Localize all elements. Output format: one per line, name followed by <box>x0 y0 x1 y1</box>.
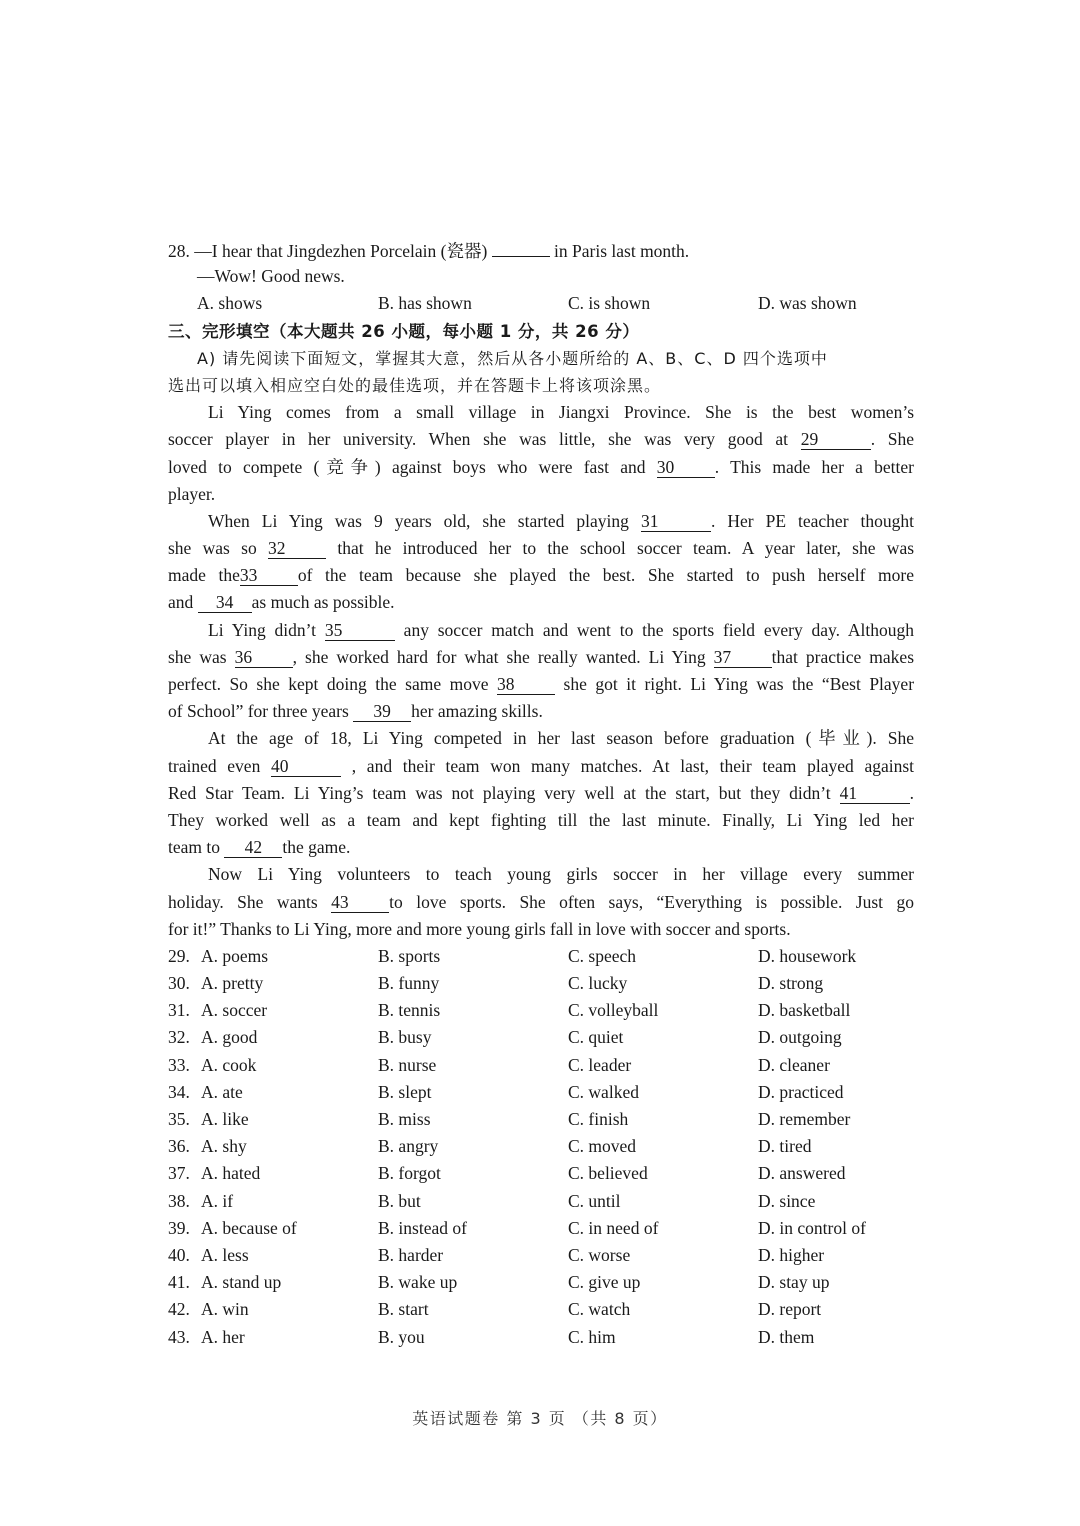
choice-c: C. leader <box>568 1054 632 1075</box>
choice-a: A. if <box>201 1190 234 1211</box>
choice-b: B. wake up <box>378 1272 458 1293</box>
section-instruction-2: 选出可以填入相应空白处的最佳选项，并在答题卡上将该项涂黑。 <box>168 375 662 395</box>
choice-d: D. basketball <box>758 1000 851 1021</box>
choice-row: 36. A. shy B. angry C. moved D. tired <box>168 1133 914 1160</box>
choice-row: 33. A. cook B. nurse C. leader D. cleaner <box>168 1052 914 1079</box>
p2-line4: and 34 as much as possible. <box>168 592 395 613</box>
blank-35: 35 <box>325 620 395 641</box>
choice-b: B. forgot <box>378 1163 441 1184</box>
p4-line3: Red Star Team. Li Ying’s team was not playing very well at the start, but they didn’t 41 . <box>168 782 914 803</box>
blank-33: 33 <box>240 565 298 586</box>
choice-c: C. believed <box>568 1163 648 1184</box>
choice-a: A. because of <box>201 1217 297 1238</box>
blank-42: 42 <box>224 837 282 858</box>
choice-b: B. funny <box>378 973 440 994</box>
choice-a: A. soccer <box>201 1000 268 1021</box>
section-heading: 三、完形填空（本大题共 26 小题，每小题 1 分，共 26 分） <box>168 321 640 341</box>
blank-29: 29 <box>801 429 871 450</box>
choice-d: D. housework <box>758 945 857 966</box>
q28-option-a: A. shows <box>197 293 263 314</box>
p4-line1: At the age of 18, Li Ying competed in her last season before graduation (毕业). She <box>208 728 914 749</box>
p3-line3: perfect. So she kept doing the same move 38 she got it right. Li Ying was the “Best Player <box>168 674 914 694</box>
p3-line4: of School” for three years 39 her amazing skills. <box>168 701 543 722</box>
q28-option-b: B. has shown <box>378 293 472 314</box>
choice-d: D. cleaner <box>758 1054 830 1075</box>
q28-option-c: C. is shown <box>568 293 651 314</box>
choice-row: 32. A. good B. busy C. quiet D. outgoing <box>168 1024 914 1051</box>
choice-c: C. volleyball <box>568 1000 659 1021</box>
q28-options <box>168 290 914 317</box>
choice-b: B. nurse <box>378 1054 437 1075</box>
choice-row: 30. A. pretty B. funny C. lucky D. strong <box>168 970 914 997</box>
blank-40: 40 <box>271 756 341 777</box>
choice-c: C. lucky <box>568 973 628 994</box>
choice-a: A. shy <box>201 1136 247 1157</box>
p2-line3: made the33 of the team because she played the best. She started to push herself more <box>168 565 914 586</box>
choice-c: C. give up <box>568 1272 641 1293</box>
choice-a: A. cook <box>201 1054 257 1075</box>
choice-b: B. slept <box>378 1081 432 1102</box>
p4-line2: trained even 40 , and their team won many matches. At last, their team played against <box>168 755 914 776</box>
choice-row: 29. A. poems B. sports C. speech D. housework <box>168 943 914 970</box>
exam-page <box>168 236 914 1351</box>
choice-d: D. stay up <box>758 1272 830 1293</box>
choice-b: B. instead of <box>378 1217 467 1238</box>
choice-row: 40. A. less B. harder C. worse D. higher <box>168 1242 914 1269</box>
q28-reply: —Wow! Good news. <box>197 266 345 287</box>
choice-d: D. practiced <box>758 1081 844 1102</box>
q28-option-d: D. was shown <box>758 293 857 314</box>
choices-list <box>168 943 914 1351</box>
choice-row: 34. A. ate B. slept C. walked D. practiced <box>168 1079 914 1106</box>
choice-d: D. since <box>758 1190 816 1211</box>
choice-a: A. like <box>201 1109 249 1129</box>
choice-row: 38. A. if B. but C. until D. since <box>168 1188 914 1215</box>
choice-row: 39. A. because of B. instead of C. in need of D. in control of <box>168 1215 914 1242</box>
choice-d: D. remember <box>758 1109 851 1129</box>
choice-a: A. less <box>201 1244 249 1265</box>
p5-line1: Now Li Ying volunteers to teach young girls soccer in her village every summer <box>208 864 914 885</box>
blank-30: 30 <box>657 457 715 478</box>
p5-line3: for it!” Thanks to Li Ying, more and more young girls fall in love with soccer and sports. <box>168 918 791 939</box>
choice-row: 41. A. stand up B. wake up C. give up D. stay up <box>168 1269 914 1296</box>
choice-b: B. start <box>378 1299 429 1320</box>
blank-39: 39 <box>353 701 411 722</box>
choice-a: A. her <box>201 1326 245 1347</box>
p4-line4: They worked well as a team and kept fighting till the last minute. Finally, Li Ying led her <box>168 809 914 830</box>
choice-d: D. tired <box>758 1136 812 1157</box>
choice-d: D. higher <box>758 1244 825 1265</box>
blank-31: 31 <box>641 511 711 532</box>
choice-b: B. sports <box>378 945 441 966</box>
choice-row: 37. A. hated B. forgot C. believed D. answered <box>168 1160 914 1187</box>
choice-c: C. watch <box>568 1299 631 1320</box>
p4-line5: team to 42 the game. <box>168 837 351 858</box>
p1-line3: loved to compete (竞争) against boys who were fast and 30 . This made her a better <box>168 456 914 477</box>
choice-b: B. angry <box>378 1136 439 1157</box>
choice-c: C. in need of <box>568 1217 659 1238</box>
choice-b: B. harder <box>378 1244 444 1265</box>
choice-a: A. stand up <box>201 1272 282 1293</box>
choice-row: 31. A. soccer B. tennis C. volleyball D. basketball <box>168 997 914 1024</box>
choice-d: D. strong <box>758 973 824 994</box>
choice-b: B. but <box>378 1190 421 1211</box>
choice-a: A. good <box>201 1027 258 1048</box>
p1-line1: Li Ying comes from a small village in Jiangxi Province. She is the best women’s <box>208 402 914 423</box>
choice-a: A. poems <box>201 945 269 966</box>
blank-38: 38 <box>497 674 555 695</box>
p3-line2: she was 36 , she worked hard for what she really wanted. Li Ying 37 that practice makes <box>168 646 914 667</box>
choice-b: B. you <box>378 1326 425 1347</box>
p2-line2: she was so 32 that he introduced her to the school soccer team. A year later, she was <box>168 538 914 559</box>
p3-line1: Li Ying didn’t 35 any soccer match and went to the sports field every day. Although <box>208 619 914 640</box>
q28-blank <box>492 236 550 257</box>
choice-c: C. finish <box>568 1109 629 1129</box>
choice-c: C. moved <box>568 1136 637 1157</box>
blank-43: 43 <box>331 892 389 913</box>
blank-41: 41 <box>840 783 910 804</box>
choice-a: A. ate <box>201 1081 243 1102</box>
blank-37: 37 <box>714 647 772 668</box>
choice-a: A. hated <box>201 1163 261 1184</box>
choice-row: 42. A. win B. start C. watch D. report <box>168 1296 914 1323</box>
page-footer: 英语试题卷 第 3 页 （共 8 页） <box>412 1409 668 1428</box>
p5-line2: holiday. She wants 43 to love sports. She often says, “Everything is possible. Just go <box>168 891 914 912</box>
choice-d: D. answered <box>758 1163 846 1184</box>
blank-32: 32 <box>268 538 326 559</box>
choice-c: C. walked <box>568 1081 639 1102</box>
choice-a: A. pretty <box>201 973 264 994</box>
choice-c: C. until <box>568 1190 621 1211</box>
choice-c: C. worse <box>568 1244 631 1265</box>
section-instruction-1: A) 请先阅读下面短文，掌握其大意，然后从各小题所给的 A、B、C、D 四个选项中 <box>197 348 828 368</box>
choice-a: A. win <box>201 1299 249 1320</box>
choice-d: D. outgoing <box>758 1027 842 1048</box>
choice-d: D. them <box>758 1326 815 1347</box>
p1-line4: player. <box>168 483 216 504</box>
choice-d: D. report <box>758 1299 822 1320</box>
choice-b: B. tennis <box>378 1000 441 1021</box>
choice-row: 43. A. her B. you C. him D. them <box>168 1324 914 1351</box>
blank-36: 36 <box>235 647 293 668</box>
choice-b: B. busy <box>378 1027 432 1048</box>
q28-stem: 28. —I hear that Jingdezhen Porcelain (瓷器) in Paris last month. <box>168 236 914 263</box>
choice-c: C. speech <box>568 945 637 966</box>
choice-c: C. him <box>568 1326 616 1347</box>
choice-b: B. miss <box>378 1109 431 1129</box>
choice-row: 35. A. like B. miss C. finish D. remember <box>168 1106 914 1133</box>
p2-line1: When Li Ying was 9 years old, she started playing 31 . Her PE teacher thought <box>208 510 914 531</box>
blank-34: 34 <box>198 592 252 613</box>
choice-c: C. quiet <box>568 1027 624 1048</box>
p1-line2: soccer player in her university. When she was little, she was very good at 29 . She <box>168 429 914 450</box>
choice-d: D. in control of <box>758 1217 866 1238</box>
